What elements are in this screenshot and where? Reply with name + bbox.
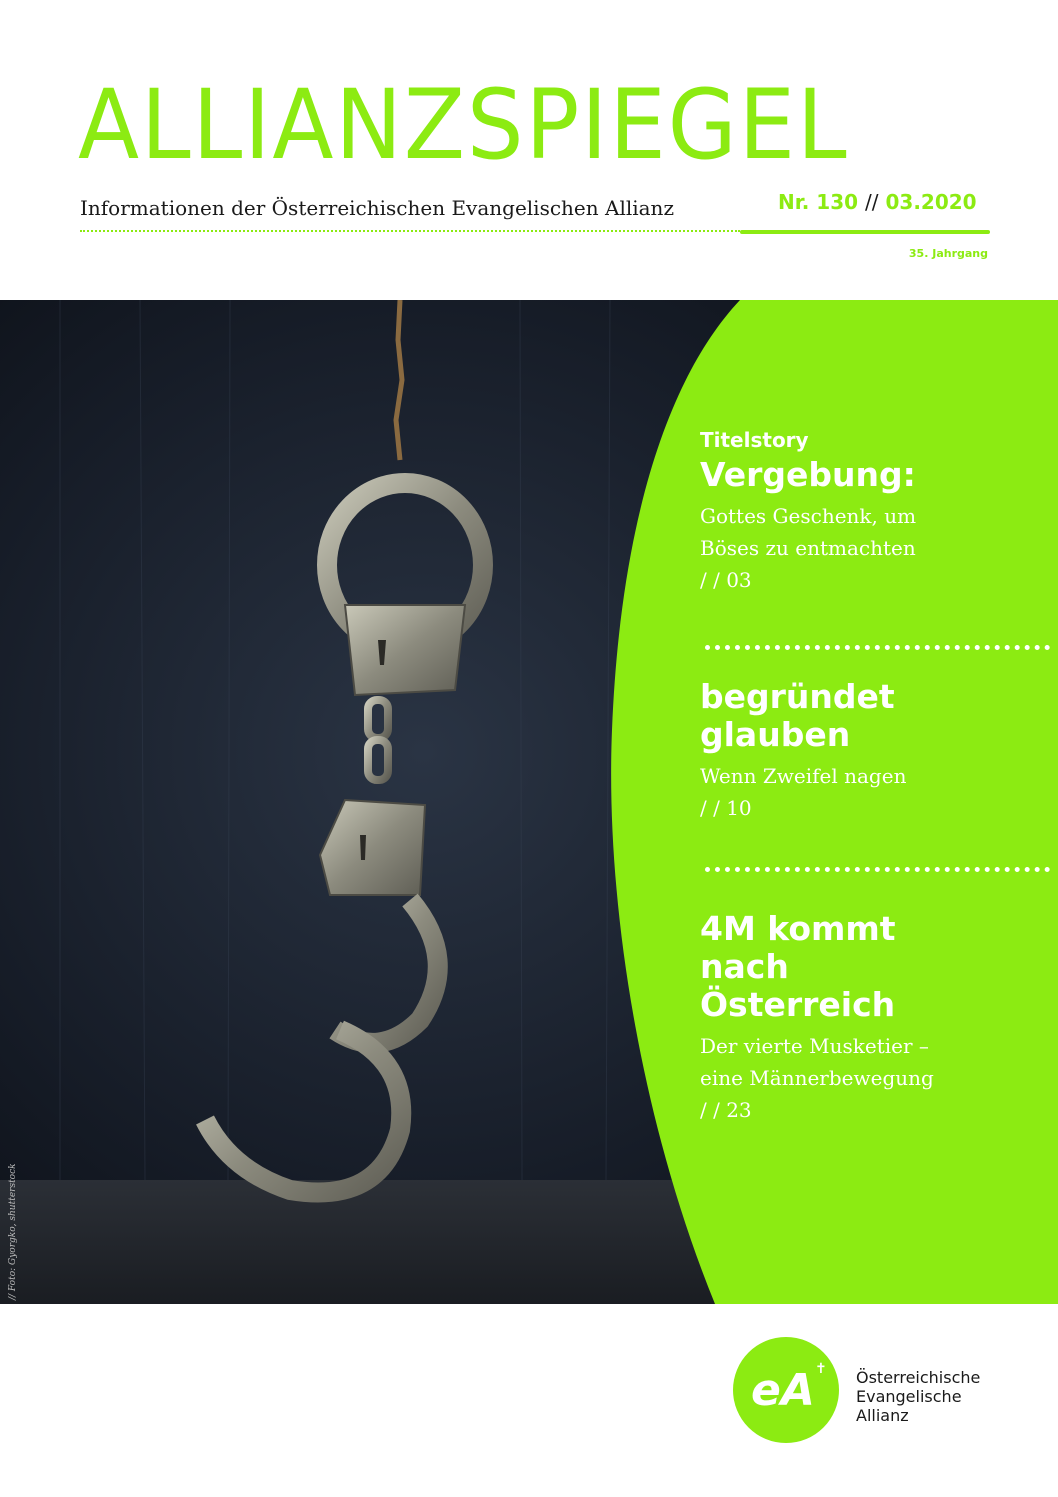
story-2-page: / / 10 — [700, 796, 752, 820]
cross-icon: ✝ — [815, 1361, 827, 1377]
photo-credit: // Foto: Gyorgko, shutterstock — [8, 1163, 18, 1300]
story-1-headline: Vergebung: — [700, 455, 916, 494]
masthead-title: ALLIANZSPIEGEL — [78, 69, 849, 181]
issue-date: 03.2020 — [885, 190, 977, 214]
story-3-teaser-line2: eine Männerbewegung — [700, 1066, 934, 1090]
story-2-headline-line2: glauben — [700, 715, 851, 754]
ea-logo[interactable] — [733, 1337, 839, 1443]
org-name-line2: Evangelische — [856, 1387, 962, 1406]
story-3-teaser — [700, 1030, 1050, 1094]
masthead-subtitle: Informationen der Österreichischen Evangelischen Allianz — [80, 196, 674, 220]
story-1-kicker: Titelstory — [700, 428, 809, 452]
story-3-page: / / 23 — [700, 1098, 752, 1122]
org-name-line1: Österreichische — [856, 1368, 981, 1387]
story-1[interactable] — [700, 428, 1050, 596]
volume-label: 35. Jahrgang — [908, 247, 988, 260]
solid-rule — [740, 230, 990, 234]
story-2-headline-line1: begründet — [700, 677, 895, 716]
story-3-headline-line2: nach — [700, 947, 789, 986]
story-divider-2 — [705, 867, 1050, 872]
story-1-teaser-line2: Böses zu entmachten — [700, 536, 916, 560]
story-1-page: / / 03 — [700, 568, 752, 592]
story-1-teaser-line1: Gottes Geschenk, um — [700, 504, 917, 528]
issue-separator: // — [865, 190, 879, 214]
dotted-rule — [80, 230, 740, 232]
org-name — [856, 1368, 980, 1425]
ea-logo-text: eA — [751, 1365, 815, 1416]
story-divider-1 — [705, 645, 1050, 650]
story-3-headline-line3: Österreich — [700, 985, 896, 1024]
story-3-teaser-line1: Der vierte Musketier – — [700, 1034, 929, 1058]
story-2-teaser — [700, 760, 1050, 792]
org-name-line3: Allianz — [856, 1406, 909, 1425]
story-3[interactable] — [700, 910, 1050, 1126]
story-3-headline-line1: 4M kommt — [700, 909, 896, 948]
story-1-teaser — [700, 500, 1050, 564]
story-2[interactable] — [700, 678, 1050, 824]
issue-info — [778, 190, 977, 214]
issue-number: Nr. 130 — [778, 190, 859, 214]
story-2-teaser-line1: Wenn Zweifel nagen — [700, 764, 907, 788]
